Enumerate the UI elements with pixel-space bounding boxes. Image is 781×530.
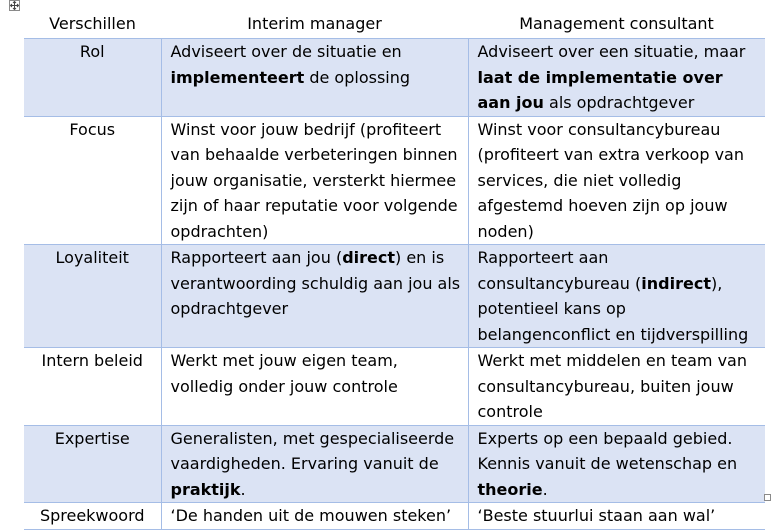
table-row	[24, 116, 765, 245]
header-interim-manager: Interim manager	[247, 14, 382, 33]
bold-text: laat de implementatie over aan jou	[477, 67, 723, 112]
text-run: Adviseert over een situatie, maar	[477, 42, 746, 61]
interim-manager-cell	[161, 39, 468, 117]
text-run: Rapporteert aan jou (	[170, 248, 343, 267]
row-label: Spreekwoord	[39, 506, 145, 525]
table-row	[24, 425, 765, 503]
bold-text: theorie	[477, 479, 543, 499]
interim-manager-cell	[161, 245, 468, 348]
text-run: .	[240, 479, 246, 499]
row-label: Loyaliteit	[24, 245, 161, 348]
row-label: Intern beleid	[41, 351, 143, 370]
text-run: Rapporteert aan consultancybureau (	[477, 248, 642, 293]
header-management-consultant: Management consultant	[519, 14, 714, 33]
text-run: ) en is verantwoording schuldig aan jou als opdrachtgever	[170, 248, 461, 318]
row-label: Expertise	[24, 425, 161, 503]
interim-manager-cell	[161, 116, 468, 245]
interim-manager-cell	[161, 425, 468, 503]
text-run: ), potentieel kans op belangenconflict en tijdverspilling	[477, 273, 749, 344]
text-run: ‘De handen uit de mouwen steken’	[170, 506, 452, 525]
management-consultant-cell	[468, 116, 765, 245]
table-row	[24, 503, 765, 530]
row-label: Rol	[24, 39, 161, 117]
table-row	[24, 39, 765, 117]
text-run: ‘Beste stuurlui staan aan wal’	[477, 506, 716, 525]
management-consultant-cell	[468, 503, 765, 530]
text-run: de oplossing	[304, 67, 411, 87]
bold-text: implementeert	[170, 67, 305, 87]
text-run: als opdrachtgever	[543, 93, 695, 112]
interim-manager-cell	[161, 503, 468, 530]
management-consultant-cell	[468, 39, 765, 117]
bold-text: praktijk	[170, 479, 241, 499]
comparison-table	[24, 11, 765, 530]
text-run: Winst voor jouw bedrijf (profiteert van behaalde verbeteringen binnen jouw organisatie, versterkt hiermee zijn of haar reputatie voor volgende opdrachten)	[170, 119, 458, 241]
text-run: Werkt met jouw eigen team, volledig onder jouw controle	[170, 351, 398, 396]
bold-text: direct	[342, 248, 395, 267]
text-run: Generalisten, met gespecialiseerde vaardigheden. Ervaring vanuit de	[170, 428, 455, 473]
management-consultant-cell	[468, 348, 765, 426]
move-arrows-icon	[10, 1, 19, 10]
text-run: Werkt met middelen en team van consultancybureau, buiten jouw controle	[477, 351, 747, 421]
management-consultant-cell	[468, 245, 765, 348]
text-run: .	[542, 479, 548, 499]
interim-manager-cell	[161, 348, 468, 426]
header-verschillen: Verschillen	[49, 14, 136, 33]
text-run: Adviseert over de situatie en	[170, 42, 402, 61]
bold-text: indirect	[641, 273, 711, 293]
row-label: Focus	[69, 119, 116, 139]
management-consultant-cell	[468, 425, 765, 503]
table-move-handle[interactable]	[9, 0, 20, 11]
table-resize-handle[interactable]	[764, 494, 771, 501]
text-run: Experts op een bepaald gebied. Kennis vanuit de wetenschap en	[477, 428, 738, 473]
header-row	[24, 11, 765, 39]
table-row	[24, 348, 765, 426]
table-row	[24, 245, 765, 348]
text-run: Winst voor consultancybureau (profiteert van extra verkoop van services, die niet volledig afgestemd hoeven zijn op jouw noden)	[477, 119, 744, 241]
